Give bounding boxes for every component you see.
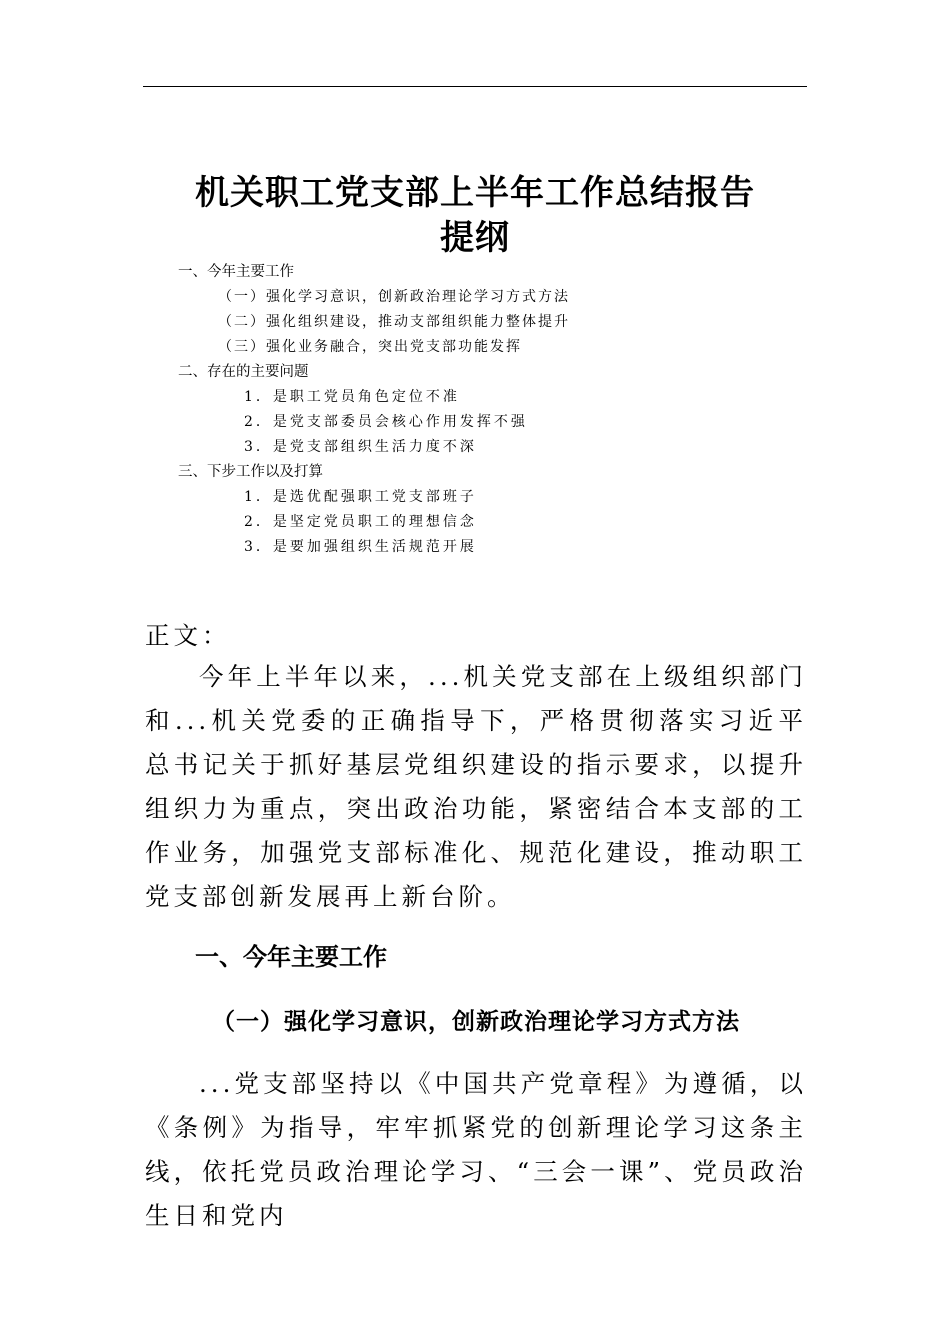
- outline-item-level-2: （一）强化学习意识，创新政治理论学习方式方法: [218, 289, 570, 305]
- body-label: 正文：: [145, 621, 231, 650]
- outline-item-level-2: （二）强化组织建设，推动支部组织能力整体提升: [218, 314, 570, 330]
- outline-item-level-1: 三、下步工作以及打算: [178, 464, 323, 480]
- subsection-heading: （一）强化学习意识，创新政治理论学习方式方法: [212, 1008, 740, 1035]
- intro-paragraph: 今年上半年以来，...机关党支部在上级组织部门和...机关党委的正确指导下，严格贯彻落实习近平总书记关于抓好基层党组织建设的指示要求，以提升组织力为重点，突出政治功能，紧密结合本支部的工作业务，加强党支部标准化、规范化建设，推动职工党支部创新发展再上新台阶。: [145, 662, 807, 911]
- outline-item-level-3: 1．是选优配强职工党支部班子: [244, 489, 477, 505]
- document-title-line2: 提纲: [440, 218, 510, 258]
- outline-item-level-3: 3．是党支部组织生活力度不深: [244, 439, 477, 455]
- subsection-paragraph: ...党支部坚持以《中国共产党章程》为遵循，以《条例》为指导，牢牢抓紧党的创新理论学习这条主线，依托党员政治理论学习、“三会一课”、党员政治生日和党内: [145, 1069, 807, 1230]
- header-rule: [143, 86, 807, 87]
- outline-item-level-3: 2．是坚定党员职工的理想信念: [244, 514, 477, 530]
- section-heading: 一、今年主要工作: [195, 943, 387, 971]
- outline-item-level-2: （三）强化业务融合，突出党支部功能发挥: [218, 339, 522, 355]
- outline-item-level-3: 3．是要加强组织生活规范开展: [244, 539, 477, 555]
- outline-item-level-3: 2．是党支部委员会核心作用发挥不强: [244, 414, 528, 430]
- outline-item-level-1: 一、今年主要工作: [178, 264, 294, 280]
- outline-item-level-3: 1．是职工党员角色定位不准: [244, 389, 460, 405]
- outline-item-level-1: 二、存在的主要问题: [178, 364, 309, 380]
- document-title: 机关职工党支部上半年工作总结报告: [195, 173, 755, 213]
